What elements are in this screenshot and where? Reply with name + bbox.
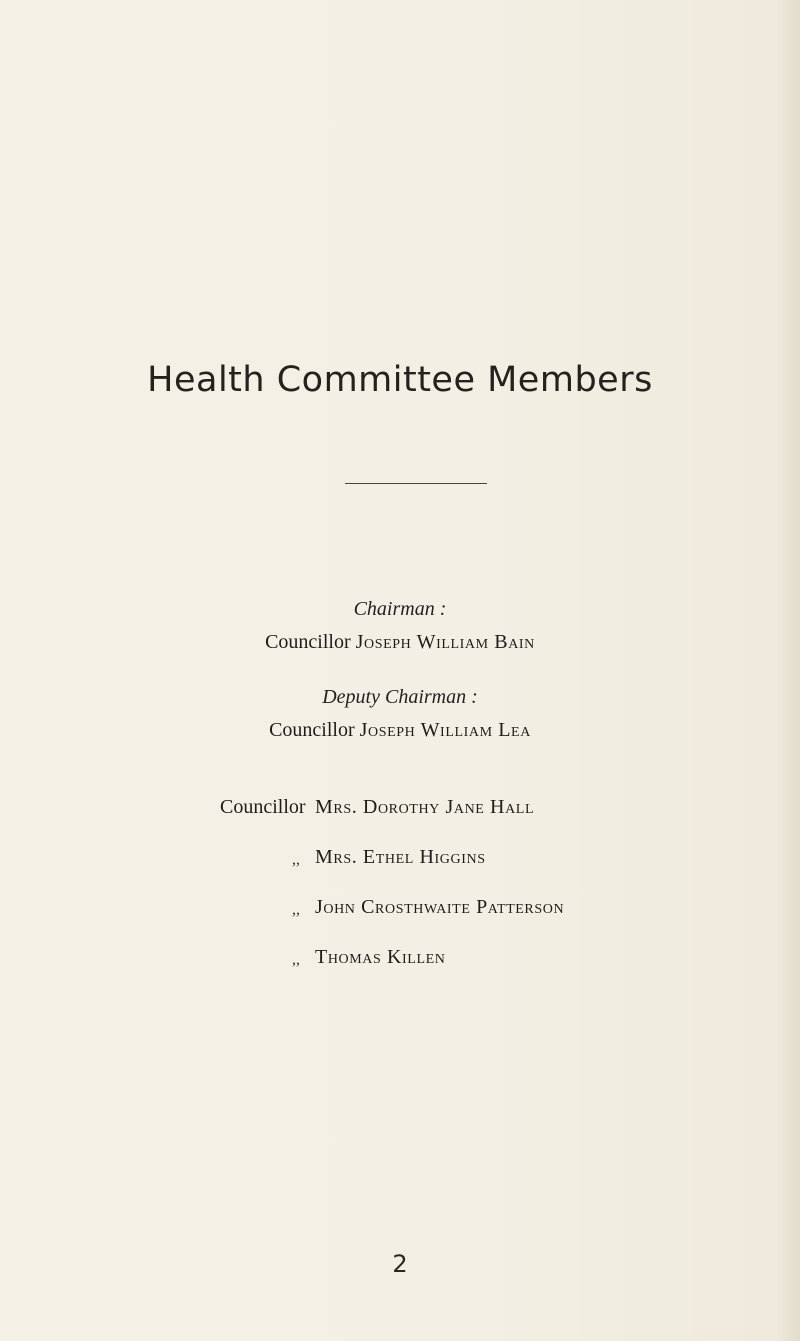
page-number: 2 bbox=[392, 1250, 408, 1278]
ditto-mark: ,, bbox=[292, 901, 300, 918]
deputy-chairman-line bbox=[0, 719, 800, 742]
page-title: Health Committee Members bbox=[147, 360, 653, 400]
member-name: John Crosthwaite Patterson bbox=[315, 896, 565, 918]
chairman-line bbox=[0, 631, 800, 654]
chairman-name: Joseph William Bain bbox=[355, 631, 535, 653]
member-name: Thomas Killen bbox=[315, 946, 446, 968]
deputy-chairman-title: Councillor bbox=[269, 719, 355, 741]
chairman-role-label: Chairman : bbox=[353, 598, 447, 620]
member-name: Mrs. Dorothy Jane Hall bbox=[315, 796, 535, 818]
title-divider bbox=[345, 483, 487, 484]
member-prefix: Councillor bbox=[220, 796, 306, 818]
deputy-chairman-name: Joseph William Lea bbox=[359, 719, 531, 741]
ditto-mark: ,, bbox=[292, 851, 300, 868]
chairman-title: Councillor bbox=[265, 631, 351, 653]
ditto-mark: ,, bbox=[292, 951, 300, 968]
deputy-chairman-role-label: Deputy Chairman : bbox=[322, 686, 478, 708]
member-name: Mrs. Ethel Higgins bbox=[315, 846, 486, 868]
